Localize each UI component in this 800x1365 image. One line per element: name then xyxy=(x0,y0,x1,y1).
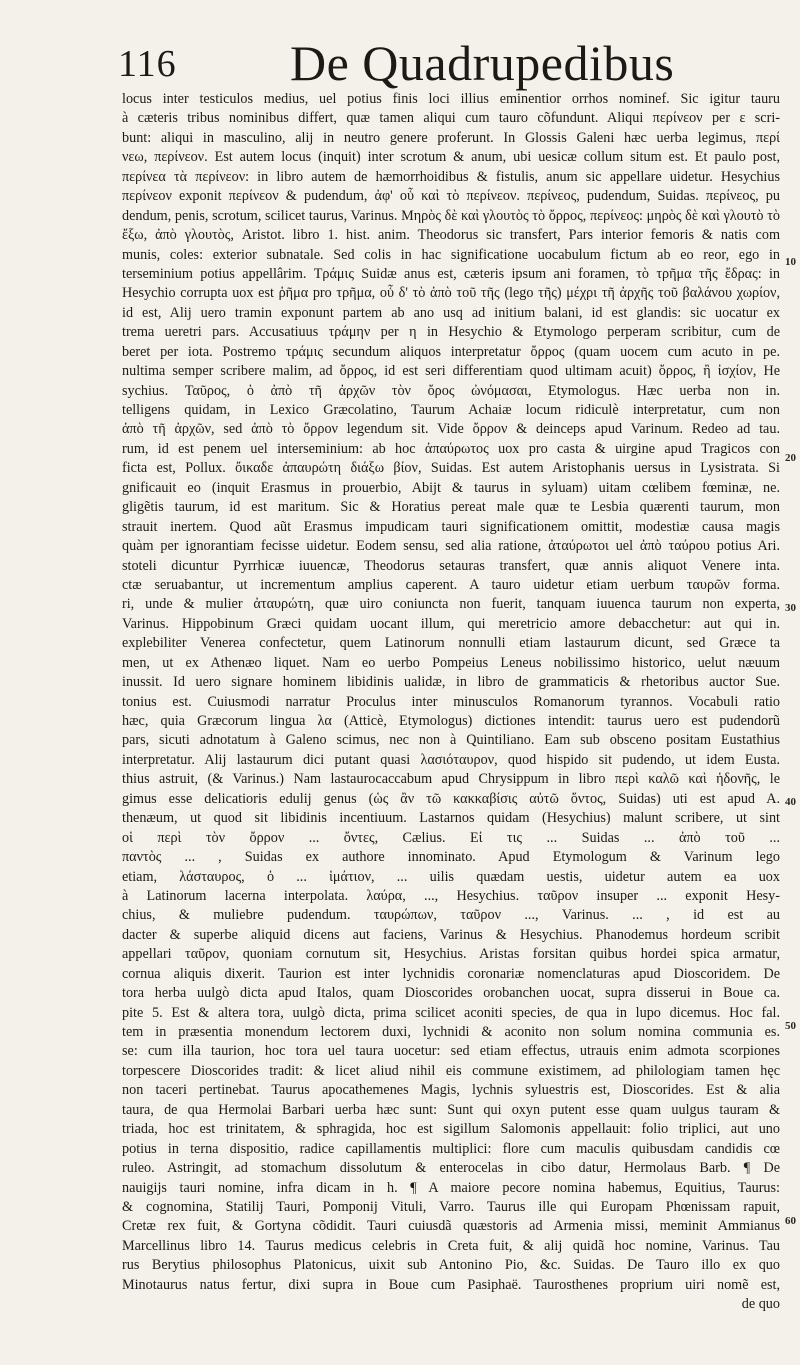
text-line: à cæteris tribus nominibus differt, quæ tamen aliqui cum tauro cõfundunt. Aliqui περίνεον per ε scri- xyxy=(122,110,780,127)
text-line: ri, unde & mulier ἀταυρώτη, quæ uiro coniuncta non fuerit, tanquam iuuenca taurum non experta, xyxy=(122,596,780,613)
text-line: hæc, quia Græcorum lingua λα (Atticè, Etymologus) dictiones intendit: taurus uero est pudendorũ xyxy=(122,713,780,729)
text-line: tonius est. Cuiusmodi narratur Proculus inter minusculos Romanorum tyrannos. Vocabuli ratio xyxy=(122,693,780,710)
page-header xyxy=(118,34,675,98)
text-line: ruleo. Astringit, ad stomachum dissolutum & enterocelas in cibo datur, Hermolaus Barb. ¶ De xyxy=(122,1160,780,1177)
text-line: trema ueretri pars. Accusatiuus τράμην per η in Hesychio & Etymologo perperam scribitur, cum de xyxy=(122,324,780,341)
text-line: sychius. Ταῦρος, ὁ ἀπὸ τῆ ἀρχῶν τὸν ὄρος ὠνόμασαι, Etymologus. Hæc uerba non in. xyxy=(122,382,780,399)
text-line: παντὸς ... , Suidas ex authore innominato. Apud Etymologum & Varinum lego xyxy=(122,849,780,866)
text-line: chius, & muliebre pudendum. ταυρώπων, ταῦρον ..., Varinus. ... , id est au xyxy=(122,907,780,924)
text-line: beret per iota. Postremo τράμις secundum aliquos interpretatur ὄρρος (quam uocem cum acuto in pe. xyxy=(122,343,780,360)
text-line: triada, hoc est trinitatem, & sphragida, hoc est sigillum Salomonis appellauit: folio triplici, aut uno xyxy=(122,1121,780,1138)
text-line: dendum, penis, scrotum, scilicet taurus, Varinus. Μηρὸς δὲ καὶ γλουτὸς τὸ ὄρρος, περίνεος: μηρὸς δὲ καὶ γλουτὸ τὸ xyxy=(122,207,780,224)
text-line: à Latinorum lacerna interpolata. λαύρα, ..., Hesychius. ταῦρον insuper ... exponit Hesy- xyxy=(122,887,780,904)
text-line: Minotaurus natus fertur, dixi supra in Boue cum Pasiphaë. Taurosthenes proprium uiri nomẽ est, xyxy=(122,1276,780,1293)
text-line: ctæ seruabantur, ut incrementum amplius caperent. A tauro uidetur etiam uerbum ταυρῶν forma. xyxy=(122,576,780,593)
running-title: De Quadrupedibus xyxy=(290,35,675,91)
text-line: munis, coles: exterior subnatale. Sed colis in hac significatione uocabulum fictum ab eo reor, ego in xyxy=(122,246,780,263)
text-line: stoteli dicuntur Pyrrhicæ iuuencæ, Theodorus setauras transfert, quæ annis aliquot Venere inta. xyxy=(122,557,780,574)
text-line: περίνεον exponit περίνεον & pudendum, ἀφ' οὗ καὶ τὸ περίνεον. περίνεος, pudendum, Suidas. περίνεος, pu xyxy=(122,188,780,205)
text-line: interpretatur. Alij lastaurum dici putant quasi λασιόταυρον, quod hispido sit pudendo, ut idem Eusta. xyxy=(122,751,780,768)
text-line: pite 5. Est & altera tora, uulgò dicta, prima scilicet aconiti species, de qua in lupo dicemus. Hoc fal. xyxy=(122,1004,780,1021)
text-line: taura, de qua Hermolai Barbari uerba hæc sunt: Sunt qui oxyn putent esse quam uulgus tauram & xyxy=(122,1101,780,1118)
text-line: οἱ περὶ τὸν ὄρρον ... ὄντες, Cælius. Εἰ τις ... Suidas ... ἀπὸ τοῦ ... xyxy=(122,829,780,846)
text-line: locus inter testiculos medius, uel potius finis loci illius eminentior orrhos nominef. Sic igitur tauru xyxy=(122,91,780,107)
margin-line-number: 30 xyxy=(785,602,796,614)
text-line: appellari ταῦρον, quoniam cornutum sit, Hesychius. Aristas forsitan quibus hordei spica armatur, xyxy=(122,946,780,963)
margin-line-number: 40 xyxy=(785,796,796,808)
text-line: thius astruit, (& Varinus.) Nam lastaurocaccabum apud Chrysippum in libro περὶ καλῶ καὶ ἡδονῆς, le xyxy=(122,771,780,788)
text-line: gligẽtis taurum, id est maritum. Sic & Horatius pereat male quæ te Lesbia quærenti taurum, mon xyxy=(122,499,780,516)
text-line: torpescere Dioscorides tradit: & licet aliud nihil eis commune existimem, ad philologiam tamen hęc xyxy=(122,1062,780,1079)
text-line: Hesychio corrupta uox est ῥῆμα pro τρῆμα, οὗ δ' τὸ ἀπὸ τοῦ τῆς (lego τῆς) μέχρι τῆ ἀρχῆς τοῦ βαλάνου χωρίον, xyxy=(122,285,780,302)
text-line: explebiliter Venerea confectetur, quem Latinorum nonnulli etiam lastaurum dicunt, sed Græce ta xyxy=(122,635,780,652)
text-line: id est, Alij uero tramin exponunt partem ab ano usq ad initium balani, id est glandis: sic uocatur ex xyxy=(122,304,780,321)
text-line: non taceri pertinebat. Taurus apocathemenes Magis, lychnis syluestris est, Dioscorides. Est & alia xyxy=(122,1082,780,1099)
text-line: nauigijs tauri nomine, infra dicam in h. ¶ A maiore pecore nomina habemus, Equitius, Taurus: xyxy=(122,1179,780,1196)
text-line: de quo xyxy=(741,1296,780,1313)
text-line: terseminium potius appellârim. Τράμις Suidæ anus est, cæteris ipsum ani foramen, τὸ τρῆμα τῆς ἕδρας: in xyxy=(122,265,780,282)
text-line: rum, id est penem uel interseminium: ab hoc ἀπαύρωτος uox pro casta & uirgine apud Tragicos con xyxy=(122,440,780,457)
text-line: ἀπὸ τῆ ἀρχῶν, sed ἀπὸ τὸ ὄρρον legendum sit. Vide ὄρρον & deinceps apud Varinum. Redeo ad tau. xyxy=(122,421,780,438)
text-line: περίνεα τὰ περίνεον: in libro autem de hæmorrhoidibus & fistulis, anum sic appellare uidetur. Hesychius xyxy=(122,168,780,185)
text-line: se: cum illa taurion, hoc tora uel taura uocetur: sed etiam effectus, utrauis enim admota scorpiones xyxy=(122,1043,780,1060)
text-line: potius in terna dispositio, radice capillamentis multiplici: flore cum maculis quibusdam candidis cœ xyxy=(122,1140,780,1157)
text-line: νεω, περίνεον. Est autem locus (inquit) inter scrotum & anum, ubi uesicæ collum situm est. Et paulo post, xyxy=(122,149,780,166)
text-line: cornua aliquis dixerit. Taurion est inter lychnidis coronariæ nomenclaturas apud Dioscoridem. De xyxy=(122,965,780,982)
text-line: Marcellinus libro 14. Taurus medicus celebris in Creta fuit, & alij quidã hoc nomine, Varinus. Tau xyxy=(122,1237,780,1254)
text-line: bunt: aliqui in masculino, alij in neutro genere proferunt. In Glossis Galeni hæc uerba legimus, περί xyxy=(122,129,780,146)
margin-line-number: 20 xyxy=(785,452,796,464)
margin-line-number: 50 xyxy=(785,1020,796,1032)
text-line: thenæum, ut quod sit libidinis incentiuum. Lastarnos quidam (Hesychius) malunt scribere, ut sint xyxy=(122,810,780,827)
text-line: nultima semper scribere malim, ad ὄρρος, id est seri differentiam quod ultimam acuit) ὄρρος, ἢ ἰσχίον, He xyxy=(122,363,780,380)
text-line: tem in præsentia monendum lectorem duxi, lychnidi & aconito non solum nomina communia es. xyxy=(122,1024,780,1040)
text-line: men, ut ex Athenæo liquet. Nam eo uerbo Pompeius Leneus nobilissimo historico, uelut næuum xyxy=(122,654,780,671)
margin-line-number: 10 xyxy=(785,256,796,268)
text-line: tora herba uulgò dicta apud Italos, quam Dioscorides orobanchen uocat, supra disserui in Boue ca. xyxy=(122,985,780,1002)
text-line: inussit. Id uero signare hominem libidinis ualidæ, in libro de grammaticis & rhetoribus auctor Sue. xyxy=(122,674,780,691)
text-line: ficta est, Pollux. ὄικαδε ἀπαυρώτη διάξω βίον, Suidas. Est autem Aristophanis uersus in Lysistrata. Si xyxy=(122,460,780,477)
text-line: ἔξω, ἀπὸ γλουτὸς, Aristot. libro 1. hist. anim. Theodorus sic transfert, Pars interior femoris & natis com xyxy=(122,227,780,244)
text-line: telligens quidam, in Lexico Græcolatino, Taurum Achaiæ locum ridiculè interpretatur, cum non xyxy=(122,402,780,418)
body-text xyxy=(122,90,780,1315)
text-line: etiam, λάσταυρος, ὁ ... ἱμάτιον, ... uilis quædam uestis, uidetur autem ea uox xyxy=(122,868,780,885)
page-number: 116 xyxy=(118,43,177,85)
text-line: gnificauit eo (inquit Erasmus in prouerbio, Abijt & taurus in syluam) uitam cœlibem fœminæ, ne. xyxy=(122,479,780,496)
text-line: rus Berytius philosophus Platonicus, uixit sub Antonino Pio, &c. Suidas. De Tauro illo ex quo xyxy=(122,1257,780,1274)
text-line: pars, sicuti adnotatum à Galeno scimus, nec non à Quintiliano. Eam sub obsceno positam Eustathius xyxy=(122,732,780,749)
text-line: Varinus. Hippobinum Græci quidam uocant illum, qui meretricio amore debacchetur: aut qui in. xyxy=(122,615,780,632)
margin-line-number: 60 xyxy=(785,1215,796,1227)
text-line: strauit inertem. Quod aũt Erasmus impudicam tauri significationem omittit, modestiæ causa magis xyxy=(122,518,780,535)
text-line: gimus esse delicatioris edulij genus (ὡς ἂν τῶ κακκαβίσις αὐτῶ ὄντος, Suidas) uti est apud A. xyxy=(122,790,780,807)
text-line: dacter & superbe aliquid dicens aut faciens, Varinus & Hesychius. Phanodemus hordeum scribit xyxy=(122,926,780,943)
text-line: quàm per ignorantiam fecisse uidetur. Eodem sensu, sed alia ratione, ἀταύρωτοι uel ἀπὸ ταύρου potius Ari. xyxy=(122,538,780,555)
text-line: & cognomina, Statilij Tauri, Pomponij Vituli, Varro. Taurus ille qui Europam Phœnissam rapuit, xyxy=(122,1198,780,1215)
text-line: Cretæ rex fuit, & Gortyna cõdidit. Tauri cuiusdã quæstoris ad Armenia missi, meminit Ammianus xyxy=(122,1218,780,1235)
